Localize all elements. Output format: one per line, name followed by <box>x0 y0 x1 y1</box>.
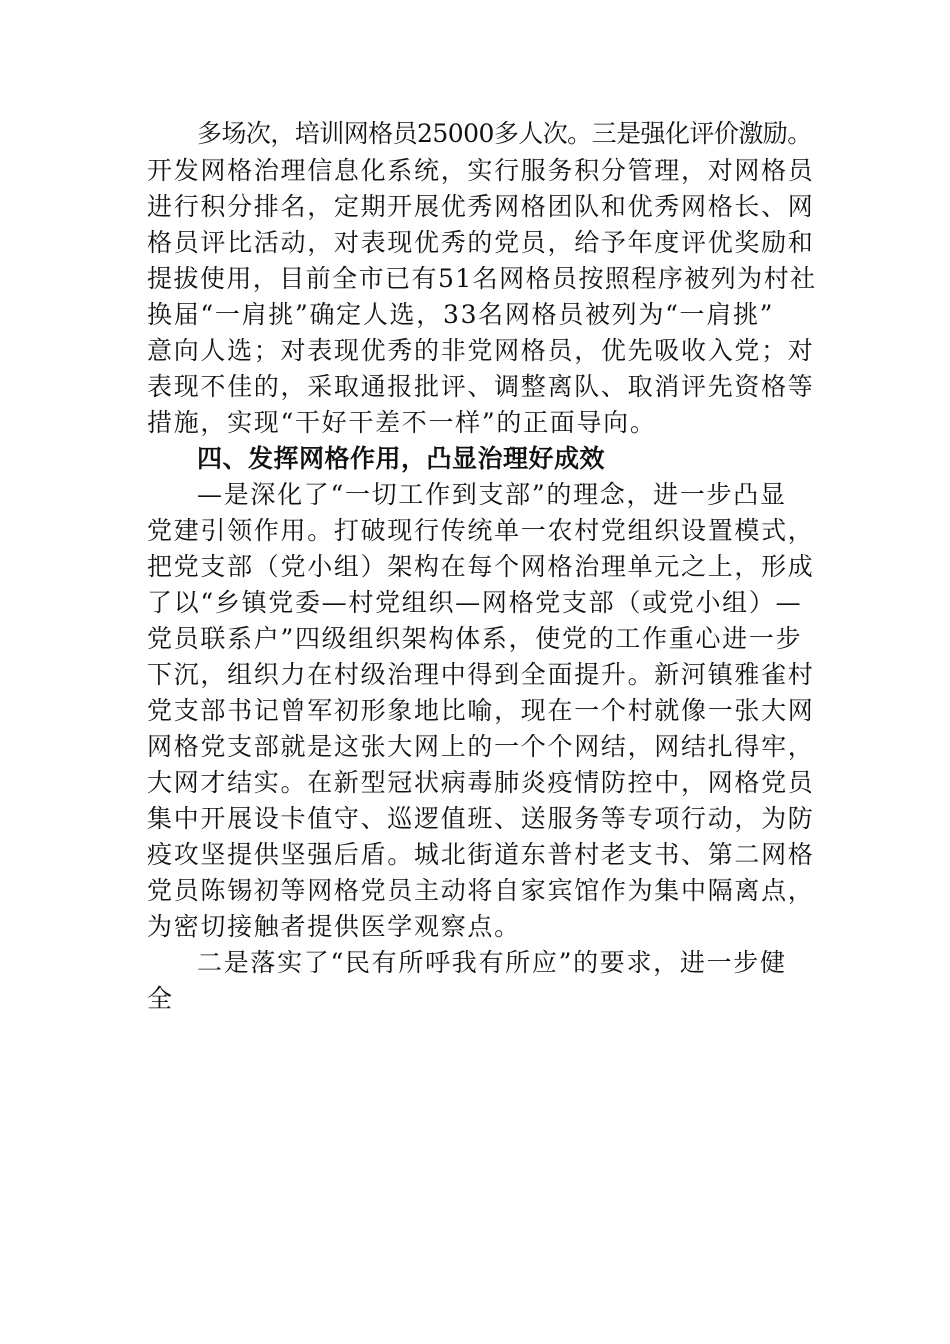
paragraph-2-line-6: 下沉，组织力在村级治理中得到全面提升。新河镇雅雀村 <box>147 660 815 689</box>
paragraph-2-line-11: 疫攻坚提供坚强后盾。城北街道东普村老支书、第二网格 <box>147 840 815 869</box>
paragraph-1-line-8: 表现不佳的，采取通报批评、调整离队、取消评先资格等 <box>147 372 815 401</box>
paragraph-2-line-1: —是深化了“一切工作到支部”的理念，进一步凸显 <box>197 480 787 509</box>
paragraph-1-line-5: 提拔使用，目前全市已有51名网格员按照程序被列为村社 <box>147 264 817 293</box>
paragraph-2-line-10: 集中开展设卡值守、巡逻值班、送服务等专项行动，为防 <box>147 804 815 833</box>
paragraph-2-line-8: 网格党支部就是这张大网上的一个个网结，网结扎得牢， <box>147 732 815 761</box>
paragraph-2-line-5: 党员联系户”四级组织架构体系，使党的工作重心进一步 <box>147 624 803 653</box>
paragraph-1-line-6: 换届“一肩挑”确定人选，33名网格员被列为“一肩挑” <box>147 300 775 329</box>
paragraph-2-line-2: 党建引领作用。打破现行传统单一农村党组织设置模式， <box>147 516 815 545</box>
paragraph-2-line-7: 党支部书记曾军初形象地比喻，现在一个村就像一张大网 <box>147 696 815 725</box>
paragraph-3-line-1: 二是落实了“民有所呼我有所应”的要求，进一步健 <box>197 948 787 977</box>
paragraph-1-line-3: 进行积分排名，定期开展优秀网格团队和优秀网格长、网 <box>147 192 815 221</box>
paragraph-2-line-9: 大网才结实。在新型冠状病毒肺炎疫情防控中，网格党员 <box>147 768 815 797</box>
paragraph-1-line-9: 措施，实现“干好干差不一样”的正面导向。 <box>147 408 657 437</box>
paragraph-1-line-7: 意向人选；对表现优秀的非党网格员，优先吸收入党；对 <box>147 336 815 365</box>
paragraph-2-line-12: 党员陈锡初等网格党员主动将自家宾馆作为集中隔离点， <box>147 876 815 905</box>
paragraph-1-line-4: 格员评比活动，对表现优秀的党员，给予年度评优奖励和 <box>147 228 815 257</box>
paragraph-3-line-2: 全 <box>147 984 174 1013</box>
paragraph-1-line-2: 开发网格治理信息化系统，实行服务积分管理，对网格员 <box>147 156 815 185</box>
paragraph-2-line-3: 把党支部（党小组）架构在每个网格治理单元之上，形成 <box>147 552 815 581</box>
paragraph-1-line-1: 多场次，培训网格员25000多人次。三是强化评价激励。 <box>197 119 812 148</box>
paragraph-2-line-13: 为密切接触者提供医学观察点。 <box>147 912 521 941</box>
section-heading: 四、发挥网格作用，凸显治理好成效 <box>197 444 606 473</box>
paragraph-2-line-4: 了以“乡镇党委—村党组织—网格党支部（或党小组）— <box>147 588 803 617</box>
